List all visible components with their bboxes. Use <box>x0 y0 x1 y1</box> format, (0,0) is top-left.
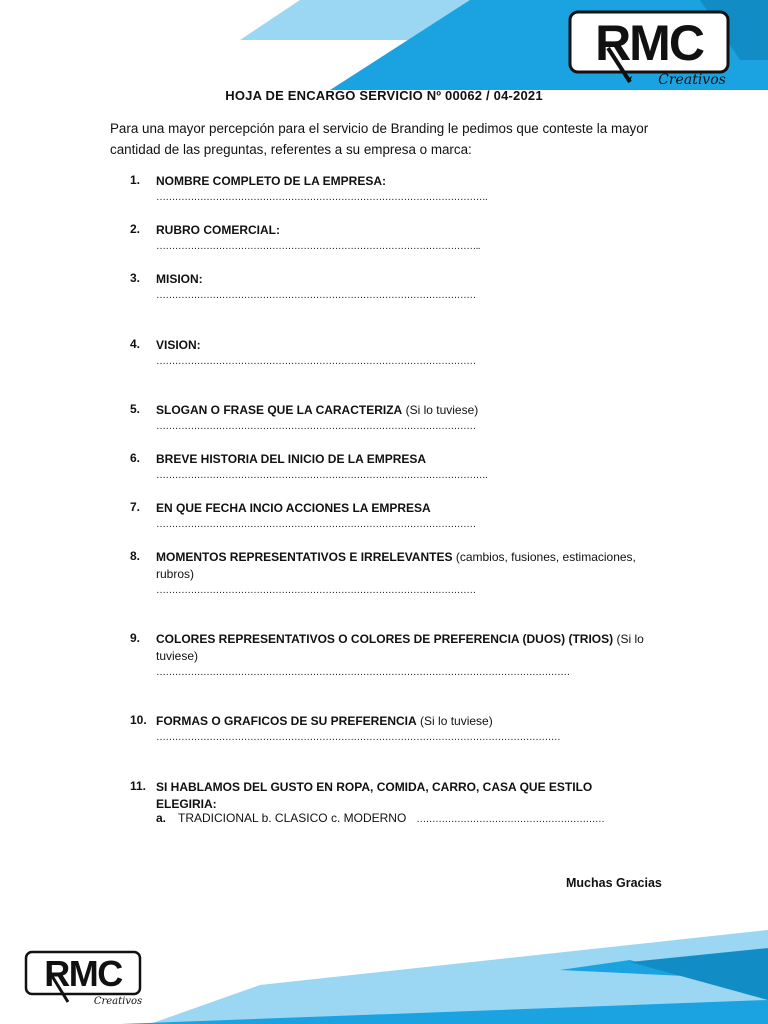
question-number: 11. <box>130 779 147 793</box>
question-number: 2. <box>130 222 141 236</box>
question-label: BREVE HISTORIA DEL INICIO DE LA EMPRESA <box>156 452 427 466</box>
question-label: FORMAS O GRAFICOS DE SU PREFERENCIA <box>156 714 417 728</box>
answer-line[interactable]: ………………………………………………………………………………………… <box>156 356 476 367</box>
document-title: HOJA DE ENCARGO SERVICIO Nº 00062 / 04-2021 <box>225 88 543 103</box>
question-label: MOMENTOS REPRESENTATIVOS E IRRELEVANTES <box>156 550 453 564</box>
question-label: VISION: <box>156 338 201 352</box>
svg-text:Creativos: Creativos <box>658 72 726 88</box>
question-label: SLOGAN O FRASE QUE LA CARACTERIZA <box>156 403 403 417</box>
style-options <box>156 811 604 825</box>
answer-line[interactable]: …………………………………………………… <box>416 814 605 825</box>
question-number: 9. <box>130 631 141 645</box>
question-note: (Si lo tuviese) <box>416 714 493 728</box>
answer-line[interactable]: ………………………………………………………………………………………… <box>156 421 476 432</box>
company-logo-bottom <box>24 948 144 1006</box>
closing-thanks: Muchas Gracias <box>566 876 662 890</box>
company-logo-top <box>568 8 736 88</box>
svg-text:RMC: RMC <box>44 953 122 994</box>
answer-line[interactable]: ………………………………………………………………………………………… <box>156 585 476 596</box>
question-number: 7. <box>130 500 141 514</box>
answer-line[interactable]: ……………………………………………………………………………………………. <box>156 470 488 481</box>
question-label: MISION: <box>156 272 203 286</box>
question-number: 6. <box>130 451 141 465</box>
answer-line[interactable]: ………………………………………………………………………………………….. <box>156 241 480 252</box>
option-text: TRADICIONAL b. CLASICO c. MODERNO <box>178 811 407 825</box>
question-label: NOMBRE COMPLETO DE LA EMPRESA: <box>156 174 387 188</box>
answer-line[interactable]: ………………………………………………………………………………………………………………… <box>156 732 561 743</box>
question-number: 1. <box>130 173 141 187</box>
question-number: 8. <box>130 549 141 563</box>
question-number: 10. <box>130 713 147 727</box>
question-number: 4. <box>130 337 141 351</box>
answer-line[interactable]: …………………………………………………………………………………………………………………… <box>156 667 570 678</box>
question-label: COLORES REPRESENTATIVOS O COLORES DE PREFERENCIA (DUOS) (TRIOS) <box>156 632 614 646</box>
option-letter: a. <box>156 811 167 825</box>
intro-paragraph: Para una mayor percepción para el servicio de Branding le pedimos que conteste la mayor cantidad de las preguntas, referentes a su empresa o marca: <box>110 121 649 157</box>
answer-line[interactable]: ………………………………………………………………………………………… <box>156 290 476 301</box>
question-label: RUBRO COMERCIAL: <box>156 223 280 237</box>
question-label: SI HABLAMOS DEL GUSTO EN ROPA, COMIDA, CARRO, CASA QUE ESTILO ELEGIRIA: <box>156 780 593 811</box>
question-note: (Si lo tuviese) <box>156 632 644 663</box>
question-note: (cambios, fusiones, estimaciones, rubros) <box>156 550 636 581</box>
question-note: (Si lo tuviese) <box>402 403 479 417</box>
answer-line[interactable]: ………………………………………………………………………………………… <box>156 519 476 530</box>
answer-line[interactable]: ……………………………………………………………………………………………. <box>156 192 488 203</box>
svg-text:Creativos: Creativos <box>93 996 143 1006</box>
question-label: EN QUE FECHA INCIO ACCIONES LA EMPRESA <box>156 501 431 515</box>
svg-text:RMC: RMC <box>595 15 703 71</box>
question-number: 5. <box>130 402 141 416</box>
question-number: 3. <box>130 271 141 285</box>
